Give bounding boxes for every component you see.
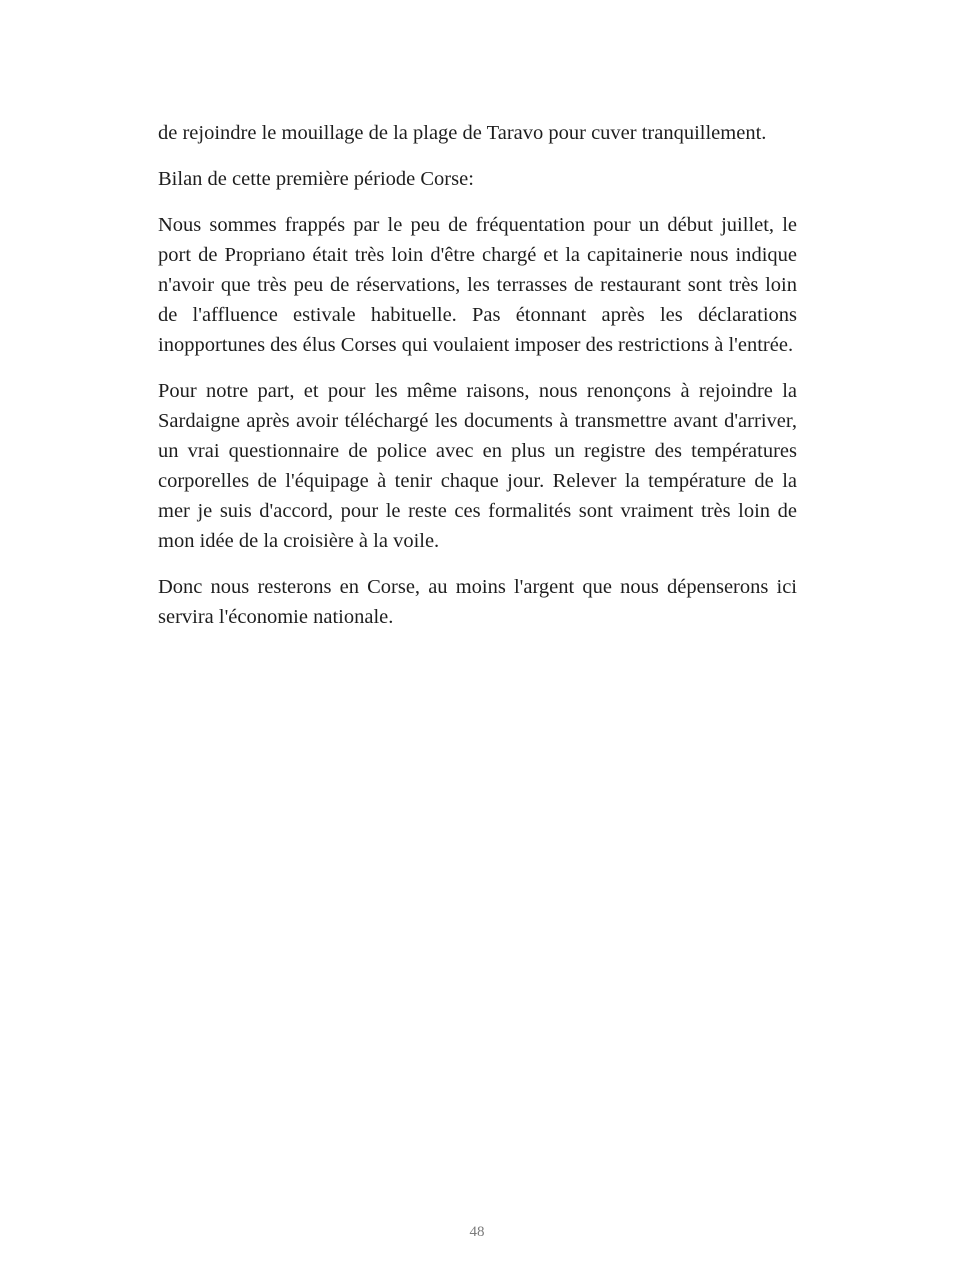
paragraph: Bilan de cette première période Corse: xyxy=(158,168,474,190)
paragraph: Pour notre part, et pour les même raisons, nous renonçons à rejoindre la Sardaigne après avoir téléchargé les documents à transmettre avant d'arriver, un vrai questionnaire de police avec en plus un registre des températures corporelles de l'équipage à tenir chaque jour. Relever la température de la mer je suis d'accord, pour le reste ces formalités sont vraiment très loin de mon idée de la croisière à la voile. xyxy=(158,380,797,552)
body-text xyxy=(158,118,797,648)
paragraph: de rejoindre le mouillage de la plage de Taravo pour cuver tranquillement. xyxy=(158,122,767,144)
paragraph: Nous sommes frappés par le peu de fréquentation pour un début juillet, le port de Propriano était très loin d'être chargé et la capitainerie nous indique n'avoir que très peu de réservations, les terrasses de restaurant sont très loin de l'affluence estivale habituelle. Pas étonnant après les déclarations inopportunes des élus Corses qui voulaient imposer des restrictions à l'entrée. xyxy=(158,214,797,356)
page-number: 48 xyxy=(469,1224,485,1240)
paragraph: Donc nous resterons en Corse, au moins l'argent que nous dépenserons ici servira l'économie nationale. xyxy=(158,576,797,628)
